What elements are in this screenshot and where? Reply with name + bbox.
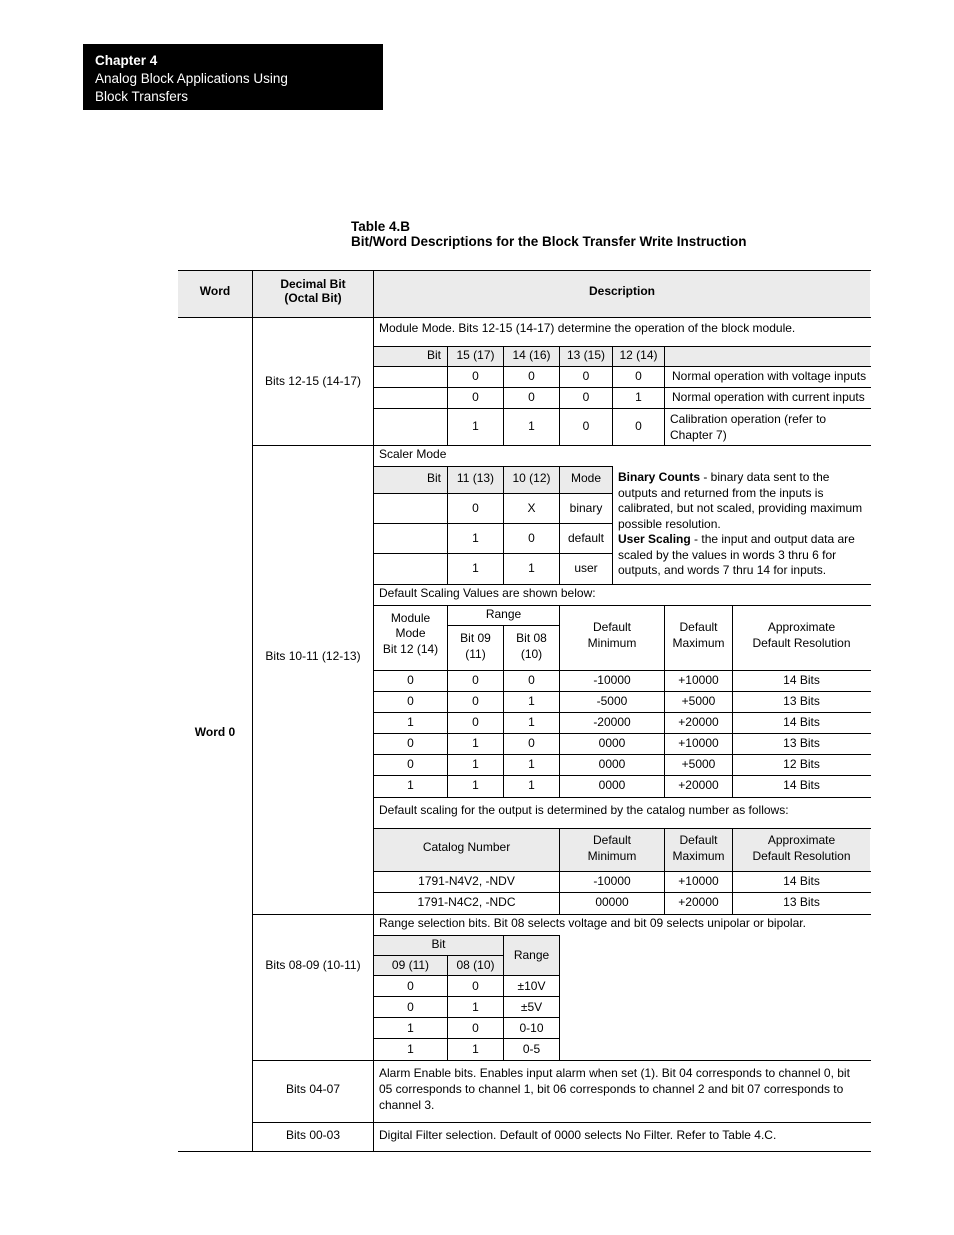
- word-0-label: Word 0: [194, 725, 236, 739]
- chapter-number: Chapter 4: [95, 53, 158, 68]
- range-header-bit: Bit: [431, 937, 446, 951]
- table-cell: 1: [472, 778, 479, 792]
- table-cell: 0: [528, 673, 535, 687]
- sm-header-mode: Mode: [570, 471, 602, 485]
- table-cell: 0: [472, 673, 479, 687]
- table-cell: +10000: [678, 673, 719, 687]
- sm-header-10: 10 (12): [512, 471, 551, 485]
- table-cell: 0: [407, 694, 414, 708]
- def-header-range: Range: [485, 607, 522, 621]
- table-cell: 1: [472, 757, 479, 771]
- table-cell: +5000: [681, 757, 716, 771]
- table-cell: +10000: [678, 736, 719, 750]
- table-cell: 1: [528, 715, 535, 729]
- table-cell: 0: [472, 979, 479, 993]
- table-cell: 0: [407, 736, 414, 750]
- table-cell: 0: [472, 715, 479, 729]
- chapter-title-line2: Block Transfers: [95, 89, 189, 104]
- out-header-max: Default: [679, 833, 718, 847]
- col-header-bit-l1: Decimal Bit: [280, 277, 346, 291]
- table-cell: 0000: [598, 757, 626, 771]
- sm-header-11: 11 (13): [456, 471, 495, 485]
- table-cell: 12 Bits: [783, 757, 820, 771]
- bits-04-07-label: Bits 04-07: [285, 1082, 341, 1096]
- table-cell: +20000: [678, 778, 719, 792]
- table-cell: 1: [407, 715, 414, 729]
- table-cell: 0: [407, 979, 414, 993]
- scaler-intro: Scaler Mode: [379, 447, 447, 461]
- default-scaling-intro: Default Scaling Values are shown below:: [379, 586, 596, 600]
- mm-header-12: 12 (14): [619, 348, 658, 362]
- def-header-module: Module: [390, 611, 431, 625]
- table-cell: 0: [472, 694, 479, 708]
- table-caption: [351, 219, 747, 249]
- table-cell: -10000: [593, 673, 631, 687]
- table-cell: 14 Bits: [783, 673, 820, 687]
- table-cell: 1: [472, 1000, 479, 1014]
- def-header-bit08: Bit 08: [516, 631, 547, 645]
- bits-12-15-label: Bits 12-15 (14-17): [264, 374, 362, 388]
- col-header-word: Word: [199, 284, 231, 298]
- out-header-catalog: Catalog Number: [422, 840, 511, 854]
- table-cell: ±5V: [520, 1000, 543, 1014]
- table-cell: 1: [407, 778, 414, 792]
- range-header-08: 08 (10): [456, 958, 495, 972]
- chapter-header: [83, 44, 383, 110]
- filter-description: Digital Filter selection. Default of 0000 selects No Filter. Refer to Table 4.C.: [379, 1128, 777, 1142]
- table-cell: 1: [407, 1021, 414, 1035]
- bits-10-11-label: Bits 10-11 (12-13): [265, 649, 361, 663]
- table-title: Bit/Word Descriptions for the Block Transfer Write Instruction: [351, 234, 747, 249]
- bits-00-03-label: Bits 00-03: [285, 1128, 341, 1142]
- table-cell: 0: [528, 736, 535, 750]
- table-cell: 0: [472, 1021, 479, 1035]
- module-mode-intro: Module Mode. Bits 12-15 (14-17) determine the operation of the block module.: [379, 321, 796, 335]
- table-cell: 1: [528, 757, 535, 771]
- range-header-09: 09 (11): [391, 958, 430, 972]
- table-cell: -20000: [593, 715, 631, 729]
- def-header-res: Approximate: [767, 620, 836, 634]
- sm-header-bit: Bit: [426, 471, 441, 485]
- table-cell: 0000: [598, 778, 626, 792]
- table-cell: 0-5: [522, 1042, 541, 1056]
- col-header-bit-l2: (Octal Bit): [284, 291, 342, 305]
- table-cell: 0000: [598, 736, 626, 750]
- mm-header-bit: Bit: [426, 348, 441, 362]
- table-cell: 1: [528, 694, 535, 708]
- table-cell: 14 Bits: [783, 778, 820, 792]
- output-scaling-intro: Default scaling for the output is determined by the catalog number as follows:: [379, 803, 789, 817]
- table-cell: +20000: [678, 715, 719, 729]
- table-cell: 1: [472, 736, 479, 750]
- range-intro: Range selection bits. Bit 08 selects voltage and bit 09 selects unipolar or bipolar.: [379, 916, 806, 930]
- table-cell: 0: [407, 1000, 414, 1014]
- table-cell: 1: [472, 1042, 479, 1056]
- out-header-res: Approximate: [767, 833, 836, 847]
- def-header-bit09: Bit 09: [460, 631, 491, 645]
- table-cell: ±10V: [517, 979, 546, 993]
- mm-header-15: 15 (17): [456, 348, 495, 362]
- scaler-notes: Binary Counts - binary data sent to the outputs and returned from the inputs is calibrated, but not scaled, providing maximum possible resolution. User Scaling - the input and output data are scaled by the values in words 3 thru 6 for outputs, and words 7 thru 14 for inputs.: [618, 470, 863, 577]
- mm-header-14: 14 (16): [512, 348, 551, 362]
- def-header-min: Default: [592, 620, 632, 634]
- bits-08-09-label: Bits 08-09 (10-11): [265, 958, 361, 972]
- mm-header-13: 13 (15): [566, 348, 606, 362]
- table-cell: 0-10: [519, 1021, 544, 1035]
- range-header-range: Range: [513, 948, 550, 962]
- table-cell: 13 Bits: [783, 694, 820, 708]
- table-cell: 13 Bits: [783, 736, 820, 750]
- col-header-description: Description: [588, 284, 655, 298]
- table-cell: 0: [407, 673, 414, 687]
- table-cell: -5000: [596, 694, 628, 708]
- table-number: Table 4.B: [351, 219, 411, 234]
- alarm-description: Alarm Enable bits. Enables input alarm when set (1). Bit 04 corresponds to channel 0, bit 05 corresponds to channel 1, bit 06 corresponds to channel 2 and bit 07 corresponds to channel 3.: [379, 1066, 850, 1112]
- table-cell: 0: [407, 757, 414, 771]
- table-cell: 1: [407, 1042, 414, 1056]
- out-header-min: Default: [592, 833, 632, 847]
- chapter-title-line1: Analog Block Applications Using: [95, 71, 288, 86]
- table-cell: 1: [528, 778, 535, 792]
- table-cell: 14 Bits: [783, 715, 820, 729]
- def-header-max: Default: [679, 620, 718, 634]
- table-cell: +5000: [681, 694, 716, 708]
